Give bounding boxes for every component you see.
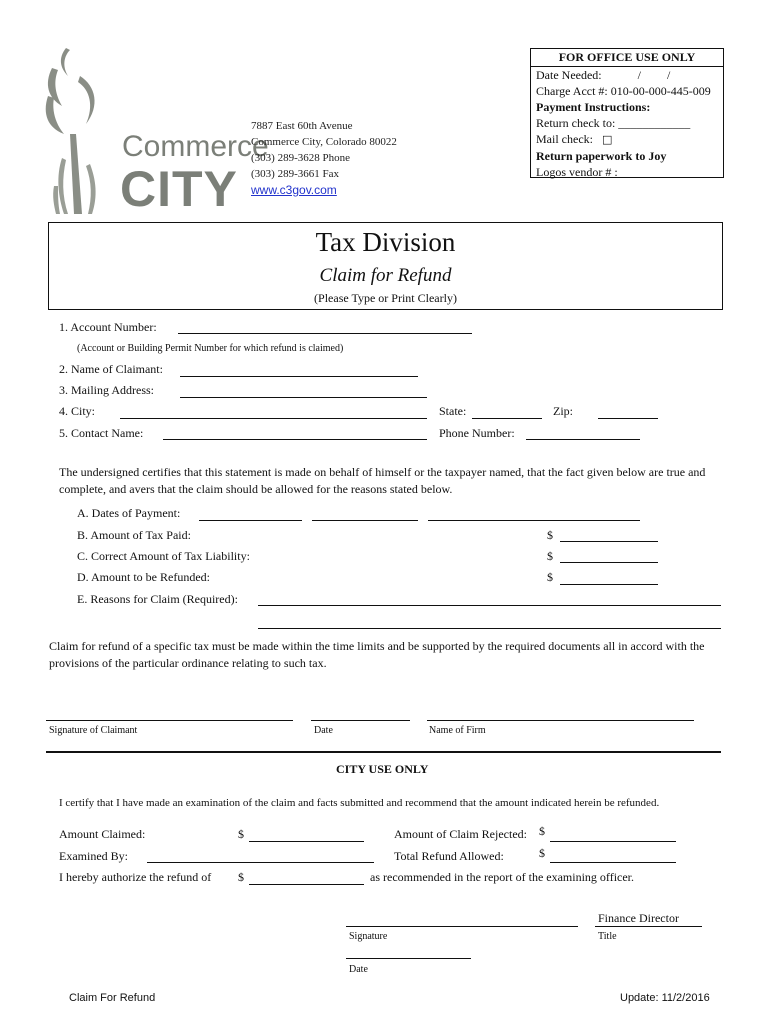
claimant-signature-field[interactable] [46, 720, 293, 721]
address-fax: (303) 289-3661 Fax [251, 168, 339, 180]
title-box [48, 222, 723, 310]
return-check-to: Return check to: ____________ [536, 116, 691, 130]
dollar-sign: $ [547, 528, 553, 542]
director-signature-label: Signature [349, 931, 388, 942]
amount-rejected-field[interactable] [550, 841, 676, 842]
amount-rejected-label: Amount of Claim Rejected: [394, 827, 527, 841]
state-label: State: [439, 404, 467, 418]
amount-claimed-field[interactable] [249, 841, 364, 842]
print-clearly-note: (Please Type or Print Clearly) [314, 291, 457, 305]
city-certify-statement: I certify that I have made an examination of the claim and facts submitted and recommend that the amount indicated herein be refunded. [59, 797, 660, 809]
logos-vendor: Logos vendor # : [536, 165, 618, 179]
mail-check-label: Mail check: [536, 132, 593, 146]
website-link[interactable]: www.c3gov.com [251, 183, 337, 197]
reasons-field-2[interactable] [258, 628, 721, 629]
city-label: 4. City: [59, 404, 96, 418]
director-title-label: Title [598, 931, 617, 942]
contact-name-field[interactable] [163, 439, 427, 440]
dollar-sign: $ [539, 824, 545, 838]
signature-of-claimant-label: Signature of Claimant [49, 725, 138, 736]
mailing-address-label: 3. Mailing Address: [59, 383, 154, 397]
reasons-field-1[interactable] [258, 605, 721, 606]
claimant-name-field[interactable] [180, 376, 418, 377]
office-use-header: FOR OFFICE USE ONLY [531, 49, 723, 67]
dollar-sign: $ [238, 827, 244, 841]
correct-amount-label: C. Correct Amount of Tax Liability: [77, 549, 250, 563]
zip-field[interactable] [598, 418, 658, 419]
date-needed-label: Date Needed: [536, 68, 602, 82]
charge-acct: Charge Acct #: 010-00-000-445-009 [536, 84, 711, 98]
mail-check-checkbox[interactable]: □ [601, 133, 613, 146]
claimant-date-label: Date [314, 725, 333, 736]
logo-word-commerce: Commerce [122, 130, 269, 163]
as-recommended-text: as recommended in the report of the examining officer. [370, 870, 635, 884]
total-refund-label: Total Refund Allowed: [394, 849, 504, 863]
account-number-label: 1. Account Number: [59, 320, 157, 334]
amount-claimed-label: Amount Claimed: [59, 827, 146, 841]
authorize-refund-label: I hereby authorize the refund of [59, 870, 212, 884]
address-city: Commerce City, Colorado 80022 [251, 136, 397, 148]
account-number-field[interactable] [178, 333, 472, 334]
address-phone: (303) 289-3628 Phone [251, 152, 350, 164]
payment-date-field-3[interactable] [428, 520, 640, 521]
address-block [251, 118, 397, 199]
reasons-label: E. Reasons for Claim (Required): [77, 592, 238, 606]
name-of-firm-label: Name of Firm [429, 725, 486, 736]
city-use-header: CITY USE ONLY [336, 762, 429, 776]
dollar-sign: $ [238, 870, 244, 884]
phone-number-label: Phone Number: [439, 426, 515, 440]
mailing-address-field[interactable] [180, 397, 427, 398]
city-field[interactable] [120, 418, 427, 419]
dollar-sign: $ [547, 549, 553, 563]
claimant-name-label: 2. Name of Claimant: [59, 362, 163, 376]
mail-check-row [531, 131, 723, 148]
dates-of-payment-label: A. Dates of Payment: [77, 506, 181, 520]
director-signature-field[interactable] [346, 926, 578, 927]
payment-date-field-2[interactable] [312, 520, 418, 521]
commerce-city-logo [40, 46, 269, 217]
phone-number-field[interactable] [526, 439, 640, 440]
zip-label: Zip: [553, 404, 573, 418]
date-separator: / [637, 68, 641, 82]
address-street: 7887 East 60th Avenue [251, 120, 353, 132]
time-limits-statement: Claim for refund of a specific tax must be made within the time limits and be supported by the required documents all in accord with the provisions of the particular ordinance relating to such tax. [49, 639, 705, 670]
amount-refunded-field[interactable] [560, 584, 658, 585]
certify-statement: The undersigned certifies that this statement is made on behalf of himself or the taxpayer named, that the fact given below are true and complete, and avers that the claim should be allowed for the reasons stated below. [59, 465, 706, 496]
page-subtitle: Claim for Refund [319, 265, 452, 286]
page-title: Tax Division [315, 227, 456, 257]
return-paperwork: Return paperwork to Joy [536, 149, 667, 163]
state-field[interactable] [472, 418, 542, 419]
dollar-sign: $ [539, 846, 545, 860]
director-date-field[interactable] [346, 958, 471, 959]
section-divider [46, 751, 721, 753]
correct-amount-field[interactable] [560, 562, 658, 563]
account-number-note: (Account or Building Permit Number for which refund is claimed) [77, 343, 344, 354]
amount-tax-paid-field[interactable] [560, 541, 658, 542]
date-separator: / [666, 68, 671, 82]
director-title-field[interactable] [595, 926, 702, 927]
amount-refunded-label: D. Amount to be Refunded: [77, 570, 210, 584]
amount-tax-paid-label: B. Amount of Tax Paid: [77, 528, 191, 542]
footer-form-name: Claim For Refund [69, 992, 156, 1004]
office-use-box [530, 48, 724, 178]
authorized-refund-field[interactable] [249, 884, 364, 885]
footer-update-date: Update: 11/2/2016 [620, 992, 710, 1004]
director-date-label: Date [349, 964, 368, 975]
contact-name-label: 5. Contact Name: [59, 426, 144, 440]
payment-instructions-label: Payment Instructions: [536, 100, 651, 114]
examined-by-field[interactable] [147, 862, 374, 863]
examined-by-label: Examined By: [59, 849, 128, 863]
finance-director-title: Finance Director [598, 911, 679, 925]
claimant-date-field[interactable] [311, 720, 410, 721]
dollar-sign: $ [547, 570, 553, 584]
total-refund-field[interactable] [550, 862, 676, 863]
logo-word-city: CITY [120, 161, 238, 217]
firm-name-field[interactable] [427, 720, 694, 721]
date-needed-row [531, 67, 723, 83]
grass-logo-icon [40, 46, 130, 214]
payment-date-field-1[interactable] [199, 520, 302, 521]
